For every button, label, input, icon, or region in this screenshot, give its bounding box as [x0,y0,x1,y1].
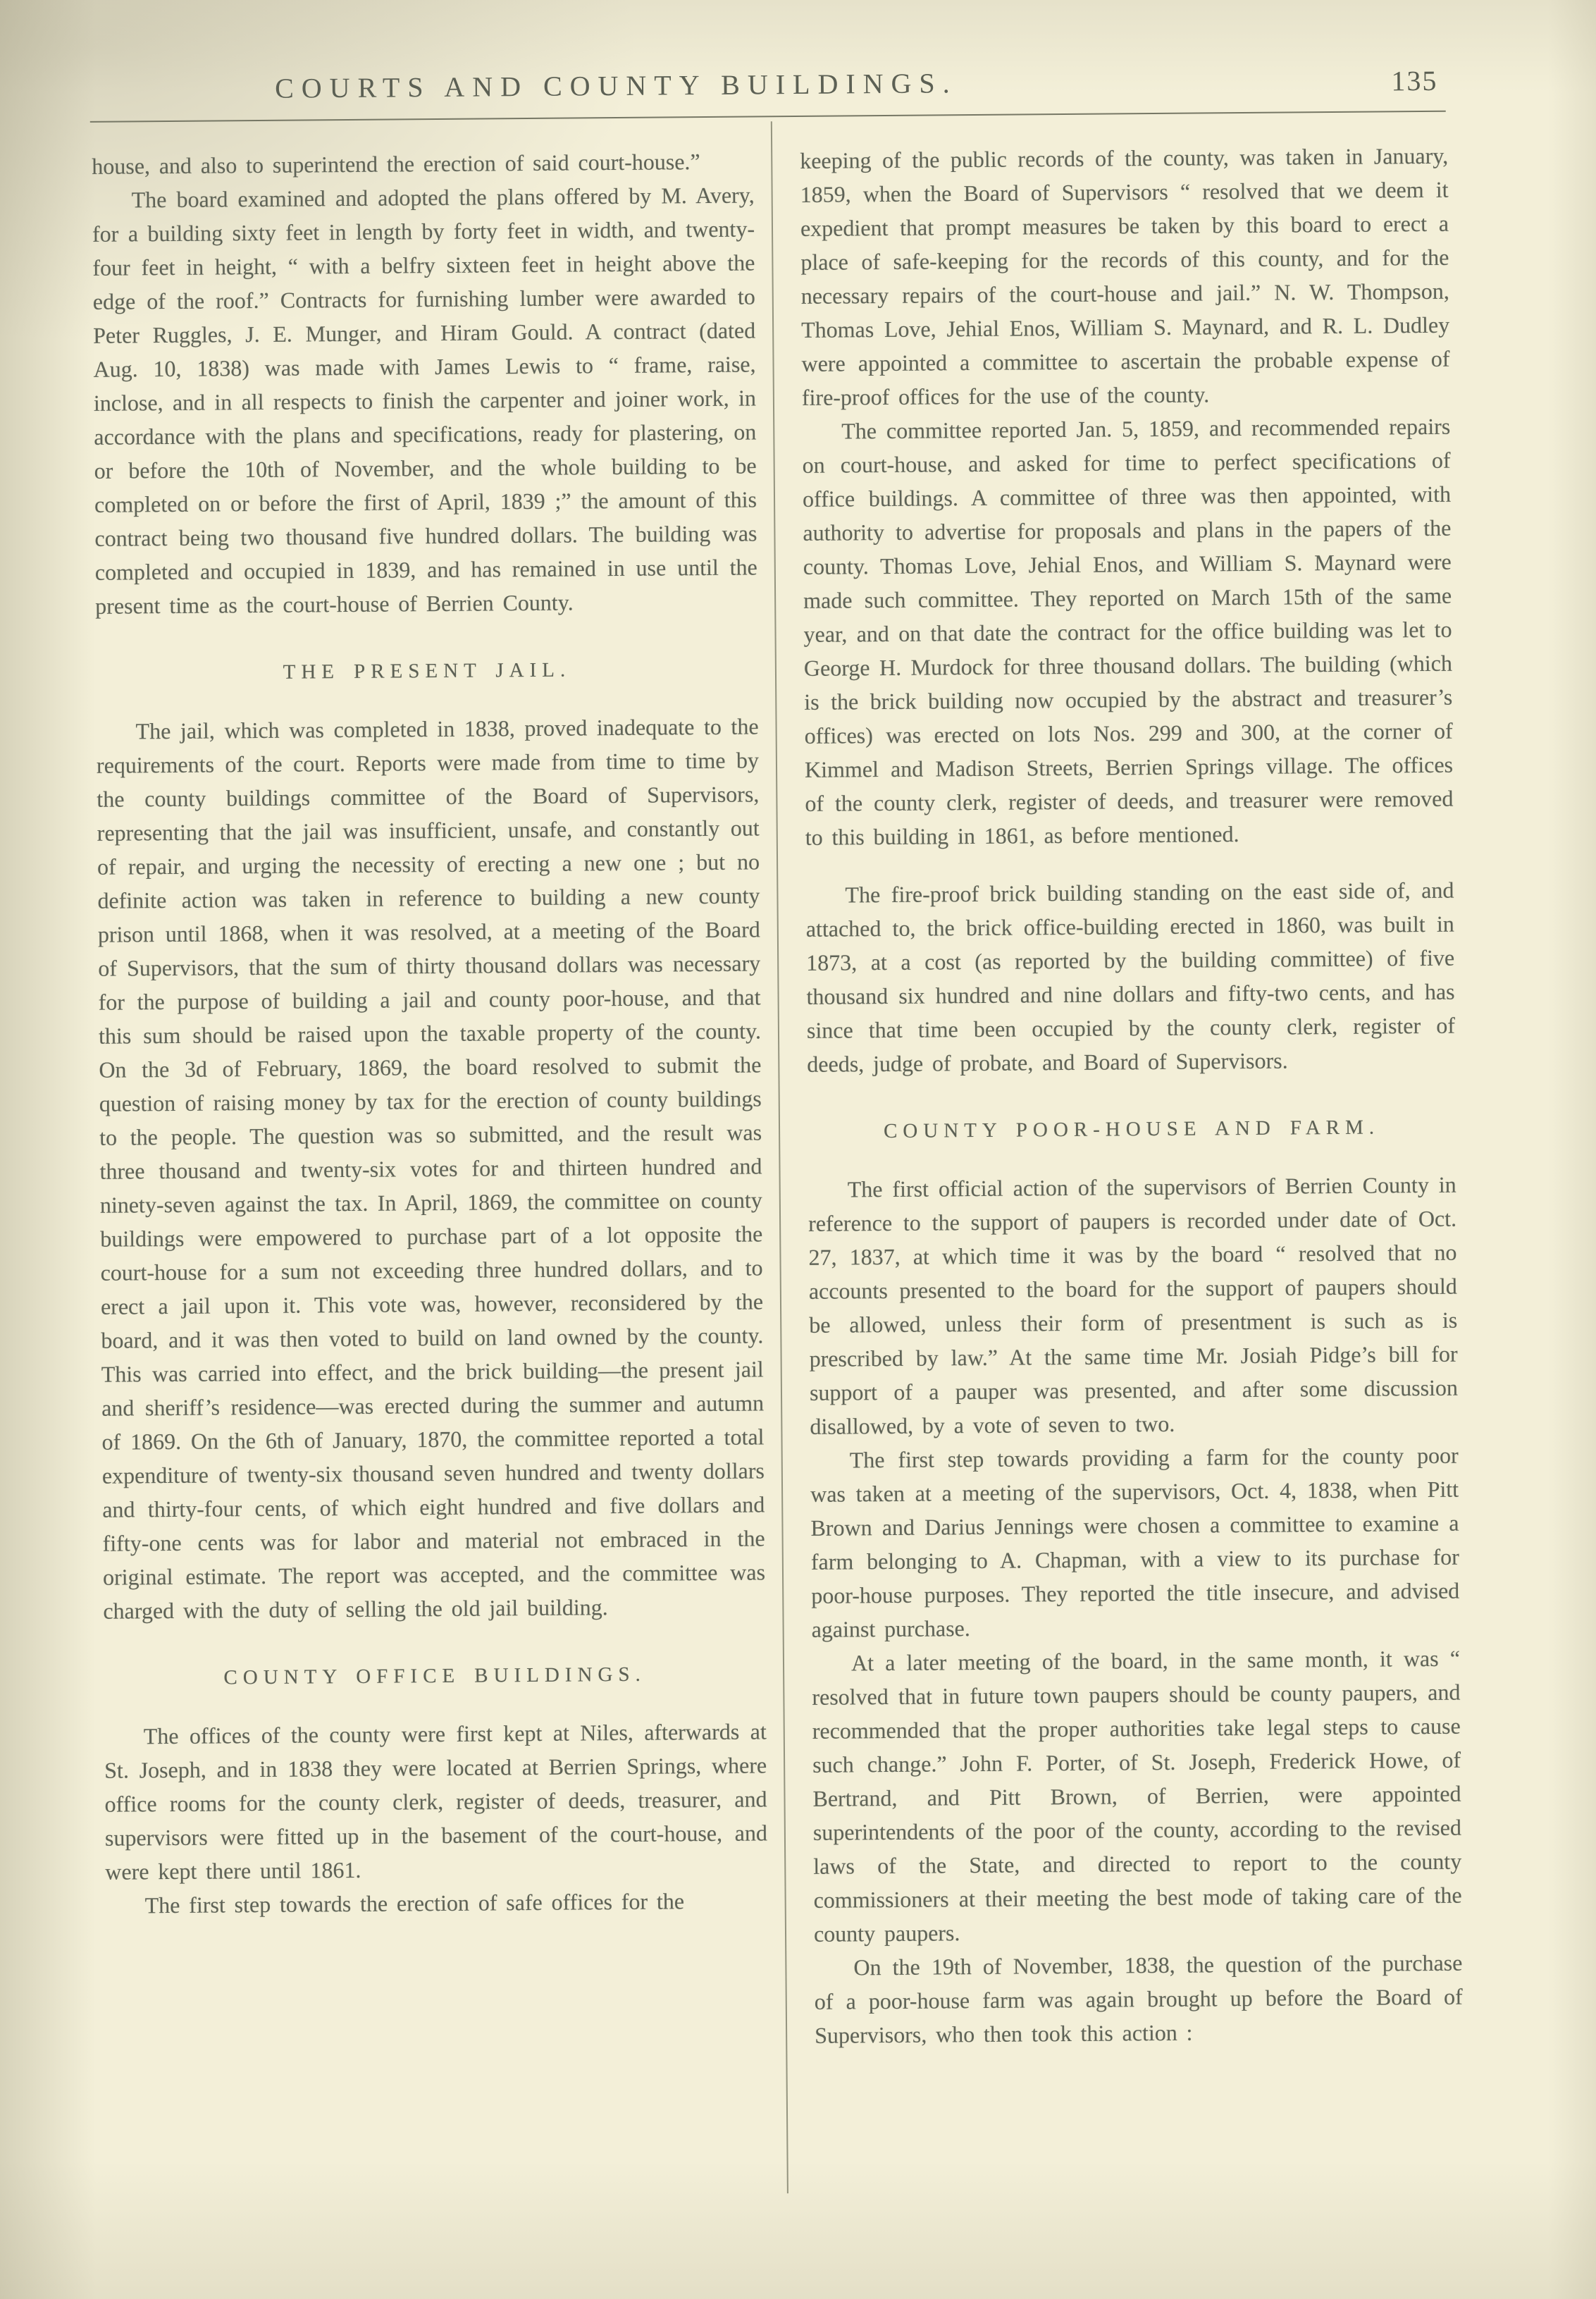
section-heading: COUNTY OFFICE BUILDINGS. [223,1663,646,1689]
paragraph: The offices of the county were first kept at Niles, afterwards at St. Joseph, and in 1838 they were located at Berrien Springs, where office rooms for the county clerk, register of deeds, treasurer, and supervisors were fitted up in the basement of the court-house, and were kept there until 1861. [104,1718,768,1885]
paragraph: The first step towards providing a farm for the county poor was taken at a meeting of the supervisors, Oct. 4, 1838, when Pitt Brown and Darius Jennings were chosen a committee to examine a farm belonging to A. Chapman, with a view to its purchase for poor-house purposes. They reported the title insecure, and advised against purchase. [810,1442,1460,1642]
section-heading: THE PRESENT JAIL. [283,658,571,684]
text-columns [92,139,1463,2058]
paragraph: house, and also to superintend the erection of said court-house.” [92,149,700,179]
page-number: 135 [1391,64,1438,97]
paragraph: At a later meeting of the board, in the same month, it was “ resolved that in future town paupers should be county paupers, and recommended that the proper authorities take legal steps to cause such change.” John F. Porter, of St. Joseph, Frederick Howe, of Bertrand, and Pitt Brown, of Berrien, were appointed superintendents of the poor of the county, according to the revised laws of the State, and directed to report to the county commissioners at their meeting the best mode of taking care of the county paupers. [812,1645,1462,1947]
left-column [92,144,769,2057]
paragraph: The first official action of the supervisors of Berrien County in reference to the support of paupers is recorded under date of Oct. 27, 1837, at which time it was by the board “ resolved that no accounts presented to the board for the support of paupers should be allowed, unless their form of presentment is such as is prescribed by law.” At the same time Mr. Josiah Pidge’s bill for support of a pauper was presented, and after some discussion disallowed, by a vote of seven to two. [808,1171,1459,1439]
paragraph: keeping of the public records of the county, was taken in January, 1859, when the Board of Supervisors “ resolved that we deem it expedient that prompt measures be taken by this board to erect a place of safe-keeping for the records of this county, and for the necessary repairs of the court-house and jail.” N. W. Thompson, Thomas Love, Jehial Enos, William S. Maynard, and R. L. Dudley were appointed a committee to ascertain the probable expense of fire-proof offices for the use of the county. [800,142,1450,410]
running-head-title: COURTS AND COUNTY BUILDINGS. [274,67,958,104]
section-heading: COUNTY POOR-HOUSE AND FARM. [883,1116,1380,1143]
header-rule [90,111,1446,123]
paragraph: On the 19th of November, 1838, the question of the purchase of a poor-house farm was again brought up before the Board of Supervisors, who then took this action : [814,1949,1463,2048]
paragraph: The fire-proof brick building standing on the east side of, and attached to, the brick office-building erected in 1860, was built in 1873, at a cost (as reported by the building committee) of five thousand six hundred and nine dollars and fifty-two cents, and has since that time been occupied by the county clerk, register of deeds, judge of probate, and Board of Supervisors. [805,877,1456,1077]
paragraph: The committee reported Jan. 5, 1859, and recommended repairs on court-house, and asked for time to perfect specifications of office buildings. A committee of three was then appointed, with authority to advertise for proposals and plans in the papers of the county. Thomas Love, Jehial Enos, and William S. Maynard were made such committee. They reported on March 15th of the same year, and on that date the contract for the office building was let to George H. Murdock for three thousand dollars. The building (which is the brick building now occupied by the abstract and treasurer’s offices) was erected on lots Nos. 299 and 300, at the corner of Kimmel and Madison Streets, Berrien Springs village. The offices of the county clerk, register of deeds, and treasurer were removed to this building in 1861, as before mentioned. [802,413,1454,850]
right-column [800,139,1463,2052]
paragraph: The jail, which was completed in 1838, proved inadequate to the requirements of the court. Reports were made from time to time by the county buildings committee of the Board of Supervisors, representing that the jail was insufficient, unsafe, and constantly out of repair, and urging the necessity of erecting a new one ; but no definite action was taken in reference to building a new county prison until 1868, when it was resolved, at a meeting of the Board of Supervisors, that the sum of thirty thousand dollars was necessary for the purpose of building a jail and county poor-house, and that this sum should be raised upon the taxable property of the county. On the 3d of February, 1869, the board resolved to submit the question of raising money by tax for the erection of county buildings to the people. The question was so submitted, and the result was three thousand and twenty-six votes for and thirteen hundred and ninety-seven against the tax. In April, 1869, the committee on county buildings were empowered to purchase part of a lot opposite the court-house for a sum not exceeding three hundred dollars, and to erect a jail upon it. This vote was, however, reconsidered by the board, and it was then voted to build on land owned by the county. This was carried into effect, and the brick building—the present jail and sheriff’s residence—was erected during the summer and autumn of 1869. On the 6th of January, 1870, the committee reported a total expenditure of twenty-six thousand seven hundred and twenty dollars and thirty-four cents, of which eight hundred and five dollars and fifty-one cents was for labor and material not embraced in the original estimate. The report was accepted, and the committee was charged with the duty of selling the old jail building. [96,713,766,1624]
paragraph: The first step towards the erection of safe offices for the [144,1888,685,1918]
paragraph: The board examined and adopted the plans offered by M. Avery, for a building sixty feet in length by forty feet in width, and twenty-four feet in height, “ with a belfry sixteen feet in height above the edge of the roof.” Contracts for furnishing lumber were awarded to Peter Ruggles, J. E. Munger, and Hiram Gould. A contract (dated Aug. 10, 1838) was made with James Lewis to “ frame, raise, inclose, and in all respects to finish the carpenter and joiner work, in accordance with the plans and specifications, ready for plastering, on or before the 10th of November, and the whole building to be completed on or before the first of April, 1839 ;” the amount of this contract being two thousand five hundred dollars. The building was completed and occupied in 1839, and has remained in use until the present time as the court-house of Berrien County. [92,182,757,619]
